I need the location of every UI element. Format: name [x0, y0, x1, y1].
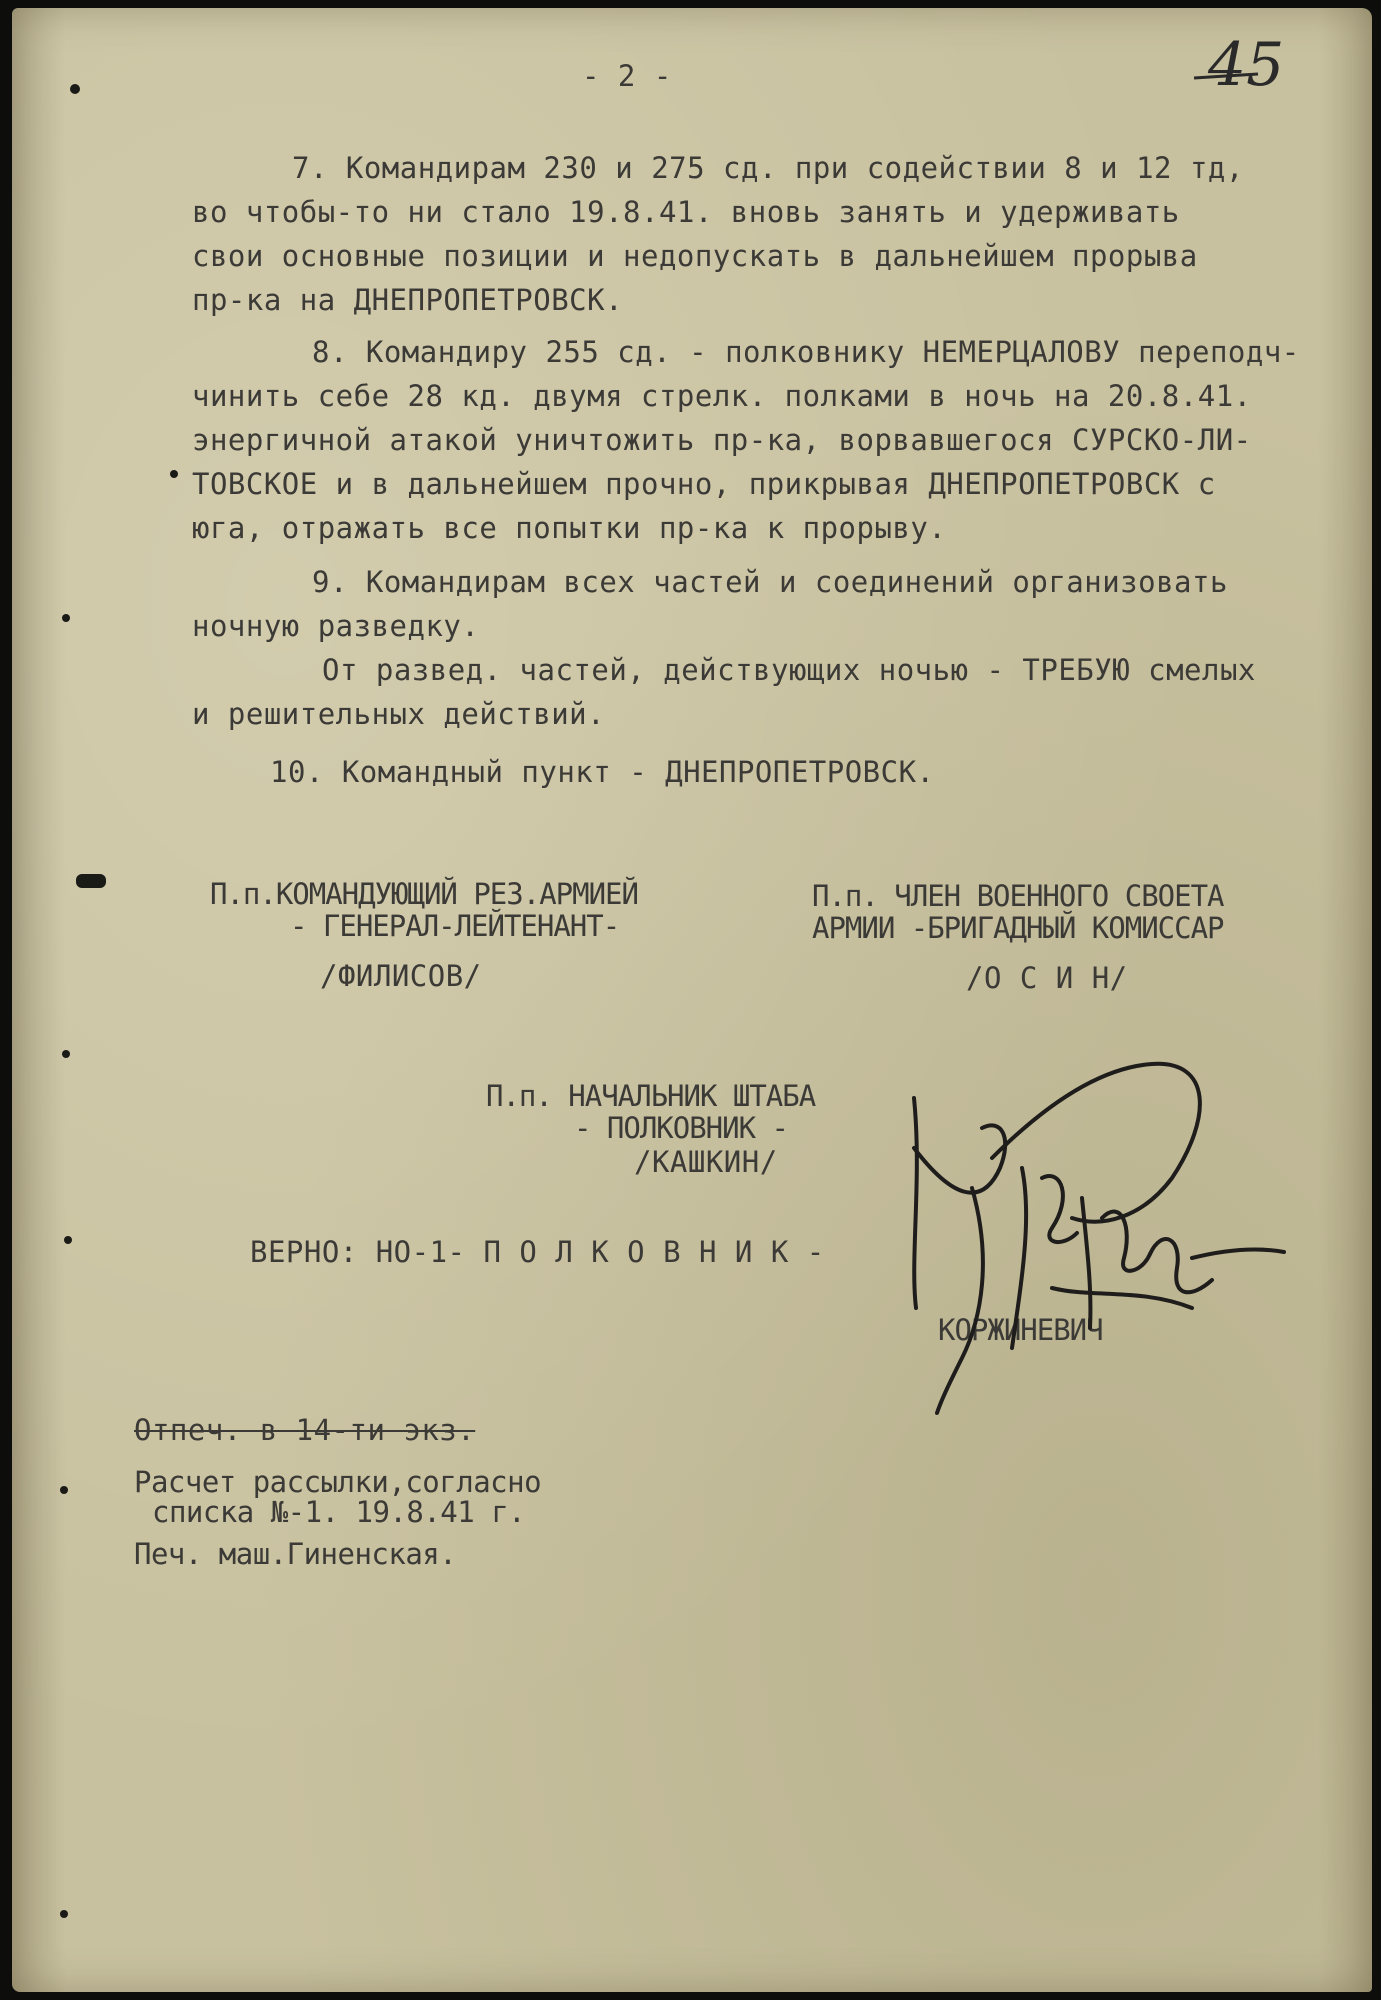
signature-title: П.п.КОМАНДУЮЩИЙ РЕЗ.АРМИЕЙ — [210, 877, 638, 911]
punch-hole — [62, 1050, 70, 1058]
archive-mark: 45 — [1208, 30, 1285, 100]
signature-title: П.п. ЧЛЕН ВОЕННОГО СВОЕТА — [812, 879, 1224, 913]
text-line: юга, отражать все попытки пр-ка к прорыву. — [192, 511, 947, 545]
handwritten-signature — [892, 1058, 1292, 1428]
verified-label: ВЕРНО: НО-1- П О Л К О В Н И К - — [250, 1235, 825, 1269]
distribution-line-2: списка №-1. 19.8.41 г. — [152, 1495, 526, 1529]
signature-name: /ФИЛИСОВ/ — [320, 959, 482, 993]
signature-rank: АРМИИ -БРИГАДНЫЙ КОМИССАР — [812, 911, 1224, 945]
text-line: 8. Командиру 255 сд. - полковнику НЕМЕРЦАЛОВУ переподч- — [312, 335, 1300, 369]
text-line: От развед. частей, действующих ночью - ТРЕБУЮ смелых — [322, 653, 1256, 687]
signature-title: П.п. НАЧАЛЬНИК ШТАБА — [486, 1079, 816, 1113]
signature-name: /О С И Н/ — [966, 961, 1128, 995]
document-sheet — [12, 8, 1372, 1992]
verified-name: КОРЖИНЕВИЧ — [938, 1313, 1103, 1347]
text-line: ТОВСКОЕ и в дальнейшем прочно, прикрывая ДНЕПРОПЕТРОВСК с — [192, 467, 1216, 501]
text-line: во чтобы-то ни стало 19.8.41. вновь занять и удерживать — [192, 195, 1180, 229]
distribution-line-1: Расчет рассылки,согласно — [134, 1465, 542, 1499]
text-line: пр-ка на ДНЕПРОПЕТРОВСК. — [192, 283, 624, 317]
archive-mark-strike — [1192, 66, 1262, 86]
punch-hole — [60, 1910, 68, 1918]
punch-hole — [64, 1236, 72, 1244]
text-line: энергичной атакой уничтожить пр-ка, ворвавшегося СУРСКО-ЛИ- — [192, 423, 1252, 457]
page-number: - 2 - — [582, 59, 672, 93]
text-line: 7. Командирам 230 и 275 сд. при содействии 8 и 12 тд, — [292, 151, 1244, 185]
signature-rank: - ПОЛКОВНИК - — [574, 1111, 788, 1145]
typist: Печ. маш.Гиненская. — [134, 1537, 457, 1571]
printed-copies: Отпеч. в 14-ти экз. — [134, 1413, 476, 1447]
paragraph-10: 10. Командный пункт - ДНЕПРОПЕТРОВСК. — [270, 755, 935, 789]
text-line: и решительных действий. — [192, 697, 606, 731]
punch-hole — [70, 84, 80, 94]
text-line: 9. Командирам всех частей и соединений организовать — [312, 565, 1228, 599]
signature-name: /КАШКИН/ — [634, 1145, 778, 1179]
punch-hole — [170, 470, 178, 478]
text-line: чинить себе 28 кд. двумя стрелк. полками в ночь на 20.8.41. — [192, 379, 1252, 413]
text-line: ночную разведку. — [192, 609, 480, 643]
text-line: свои основные позиции и недопускать в дальнейшем прорыва — [192, 239, 1198, 273]
punch-hole — [76, 874, 106, 888]
punch-hole — [62, 614, 70, 622]
punch-hole — [60, 1486, 68, 1494]
signature-rank: - ГЕНЕРАЛ-ЛЕЙТЕНАНТ- — [290, 909, 620, 943]
